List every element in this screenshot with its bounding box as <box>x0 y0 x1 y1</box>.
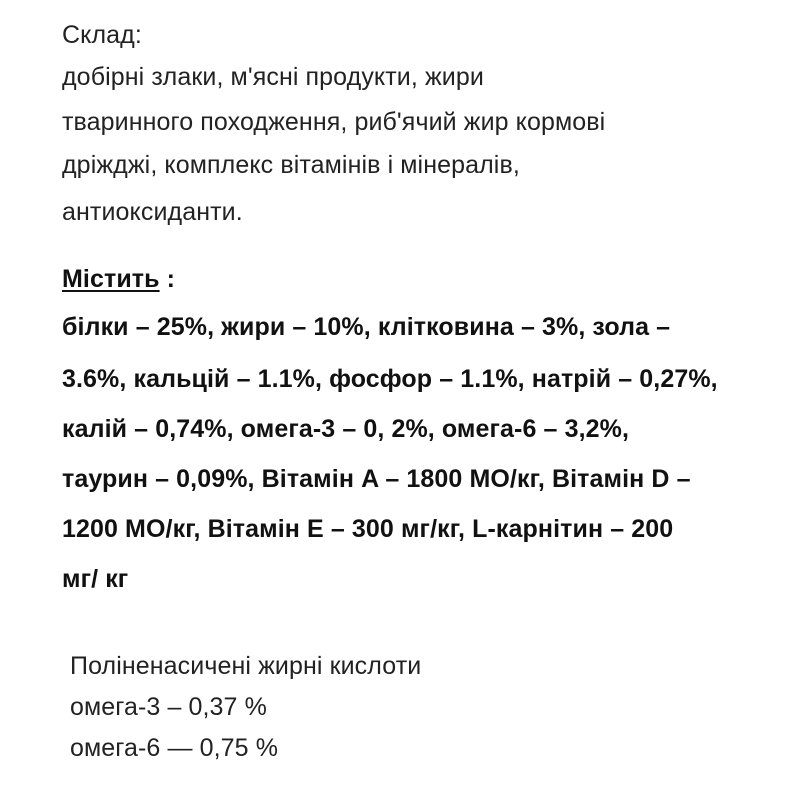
contains-heading: Містить <box>62 265 160 293</box>
contains-line-2: 3.6%, кальцій – 1.1%, фосфор – 1.1%, натрій – 0,27%, <box>62 365 718 393</box>
contains-heading-row <box>62 264 175 294</box>
composition-line-1: добірні злаки, м'ясні продукти, жири <box>62 63 484 91</box>
composition-heading: Склад: <box>62 21 142 49</box>
contains-line-1: білки – 25%, жири – 10%, клітковина – 3%, зола – <box>62 313 671 341</box>
fatty-acids-heading: Поліненасичені жирні кислоти <box>70 652 422 680</box>
fatty-acids-line-2: омега-6 — 0,75 % <box>70 734 279 762</box>
fatty-acids-line-1: омега-3 – 0,37 % <box>70 693 267 721</box>
composition-line-3: дріжджі, комплекс вітамінів і мінералів, <box>62 151 520 179</box>
contains-line-3: калій – 0,74%, омега-3 – 0, 2%, омега-6 – 3,2%, <box>62 415 629 443</box>
composition-line-2: тваринного походження, риб'ячий жир кормові <box>62 108 606 136</box>
contains-heading-suffix: : <box>159 265 176 293</box>
contains-line-4: таурин – 0,09%, Вітамін A – 1800 МО/кг, Вітамін D – <box>62 465 691 493</box>
contains-line-6: мг/ кг <box>62 565 129 593</box>
contains-line-5: 1200 МО/кг, Вітамін E – 300 мг/кг, L-карнітин – 200 <box>62 515 674 543</box>
composition-line-4: антиоксиданти. <box>62 198 243 226</box>
